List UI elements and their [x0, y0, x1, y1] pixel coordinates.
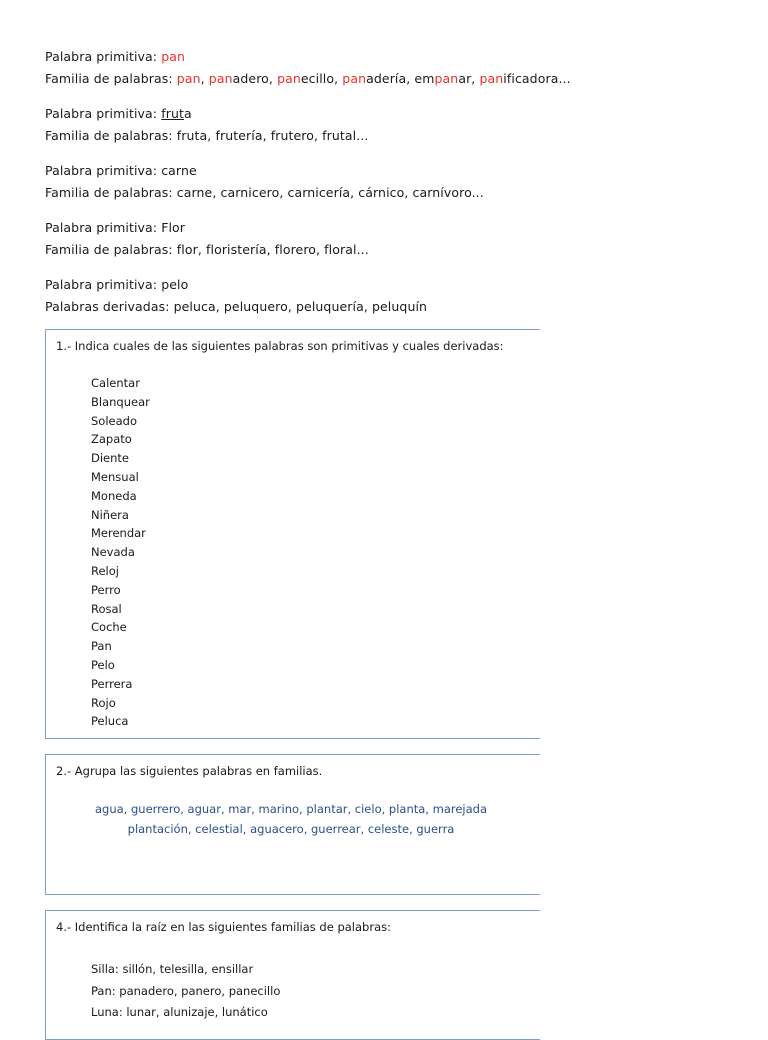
example-fruta [45, 103, 745, 146]
list-item: Reloj [91, 563, 119, 578]
word-fragment: ecillo, [300, 70, 343, 86]
list-item: Niñera [91, 507, 129, 522]
highlighted-root: pan [342, 70, 367, 86]
word-fragment: ficadora... [506, 70, 571, 86]
primitive-word-line: Palabra primitiva: Flor [45, 220, 186, 235]
exercise-2-words-line-2: plantación, celestial, aguacero, guerrear, celeste, guerra [127, 822, 455, 836]
word-fragment: , [200, 70, 209, 86]
exercise-2-prompt: 2.- Agrupa las siguientes palabras en familias. [56, 764, 323, 778]
list-item: Nevada [91, 545, 135, 560]
list-item: Perrera [91, 676, 133, 691]
word-fragment: adería, em [366, 70, 435, 86]
primitive-word: pan [161, 49, 186, 64]
word-fragment: ar, [458, 70, 480, 86]
primitive-label: Palabra primitiva: [45, 49, 162, 64]
family-label: Familia de palabras: [45, 70, 177, 86]
underlined-root: frut [161, 106, 184, 121]
highlighted-root: pan [277, 70, 301, 86]
exercise-1-prompt: 1.- Indica cuales de las siguientes palabras son primitivas y cuales derivadas: [56, 339, 504, 353]
exercise-1-box [45, 329, 540, 739]
family-line: Familia de palabras: flor, floristería, florero, floral... [45, 241, 369, 257]
exercise-2-words [46, 779, 516, 839]
highlighted-root: pan [208, 70, 233, 86]
family-line: Familia de palabras: fruta, frutería, frutero, frutal... [45, 127, 369, 143]
example-pan [45, 46, 745, 89]
example-carne [45, 160, 745, 203]
primitive-word-line: Palabra primitiva: carne [45, 163, 197, 178]
word-ending: a [183, 106, 192, 121]
exercise-1-word-list [46, 354, 540, 731]
list-item: Zapato [91, 432, 132, 447]
derived-line: Palabras derivadas: peluca, peluquero, peluquería, peluquín [45, 298, 428, 314]
list-item: Mensual [91, 469, 139, 484]
exercise-4-prompt: 4.- Identifica la raíz en las siguientes familias de palabras: [56, 920, 391, 934]
highlighted-root: pan [479, 70, 504, 86]
word-fragment: adero, [232, 70, 278, 86]
word-families-examples [45, 46, 745, 331]
primitive-word-line [45, 46, 745, 68]
list-item: Pan: panadero, panero, panecillo [91, 983, 281, 998]
list-item: Silla: sillón, telesilla, ensillar [91, 962, 254, 976]
word-fragment: i [503, 70, 507, 86]
family-words [177, 71, 571, 86]
list-item: Peluca [91, 714, 129, 729]
list-item: Calentar [91, 376, 140, 390]
list-item: Pan [91, 639, 112, 654]
example-flor [45, 217, 745, 260]
list-item: Coche [91, 620, 127, 635]
list-item: Perro [91, 582, 121, 597]
exercise-2-words-line-1: agua, guerrero, aguar, mar, marino, plantar, cielo, planta, marejada [94, 802, 488, 816]
exercise-4-family-list [46, 935, 540, 1024]
list-item: Moneda [91, 488, 137, 503]
primitive-label: Palabra primitiva: [45, 106, 162, 121]
list-item: Rosal [91, 601, 122, 616]
exercise-2-box [45, 754, 540, 895]
list-item: Blanquear [91, 394, 150, 409]
primitive-word-line: Palabra primitiva: pelo [45, 277, 189, 292]
primitive-word-line [45, 103, 745, 125]
highlighted-root: pan [434, 70, 459, 86]
family-line: Familia de palabras: carne, carnicero, carnicería, cárnico, carnívoro... [45, 184, 484, 200]
list-item: Diente [91, 451, 129, 466]
list-item: Rojo [91, 695, 116, 710]
family-line [45, 68, 745, 90]
exercise-4-box [45, 910, 540, 1040]
list-item: Merendar [91, 526, 146, 541]
list-item: Pelo [91, 657, 115, 672]
list-item: Luna: lunar, alunizaje, lunático [91, 1005, 268, 1019]
example-pelo [45, 274, 745, 317]
highlighted-root: pan [176, 70, 201, 86]
list-item: Soleado [91, 413, 137, 428]
